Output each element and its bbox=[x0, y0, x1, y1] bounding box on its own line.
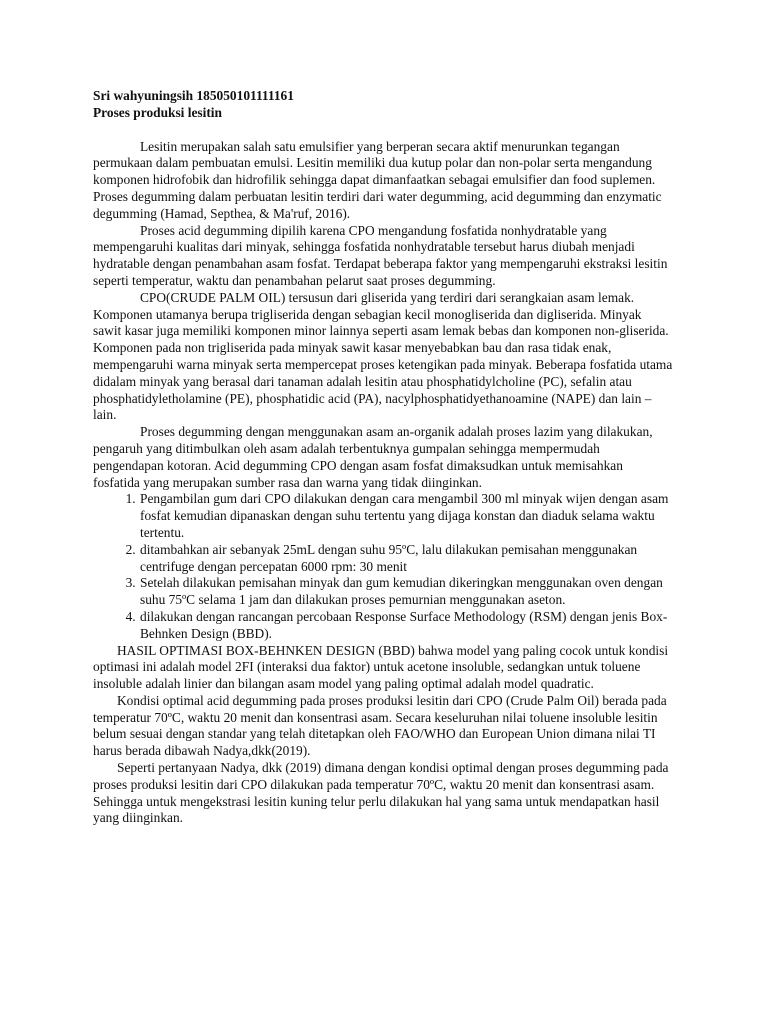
author-line: Sri wahyuningsih 185050101111161 bbox=[93, 88, 294, 103]
paragraph-degumming-process: Proses degumming dengan menggunakan asam an-organik adalah proses lazim yang dilakukan, pengaruh yang ditimbulkan oleh asam adalah terbentuknya gumpalan sehingga mempermudah pengendapan kotoran. Acid degumming CPO dengan asam fosfat dimaksudkan untuk memisahkan fosfatida yang merupakan sumber rasa dan warna yang tidak diinginkan. bbox=[93, 424, 653, 490]
paragraph-conclusion: Seperti pertanyaan Nadya, dkk (2019) dimana dengan kondisi optimal dengan proses degumming pada proses produksi lesitin dari CPO dilakukan pada temperatur 70ºC, waktu 20 menit dan konsentrasi asam. Sehingga untuk mengekstrasi lesitin kuning telur perlu dilakukan hal yang sama untuk mendapatkan hasil yang diinginkan. bbox=[93, 760, 669, 826]
paragraph-cpo: CPO(CRUDE PALM OIL) tersusun dari gliserida yang terdiri dari serangkaian asam lemak. Komponen utamanya berupa trigliserida dengan sebagian kecil monogliserida dan digliserida. Minyak sawit kasar juga memiliki komponen minor lainnya seperti asam lemak bebas dan komponen non-gliserida. Komponen pada non trigliserida pada minyak sawit kasar menyebabkan bau dan rasa tidak enak, mempengaruhi warna minyak serta mempercepat proses ketengikan pada minyak. Beberapa fosfatida utama didalam minyak yang berasal dari tanaman adalah lesitin atau phosphatidylcholine (PC), sefalin atau phosphatidyletholamine (PE), phosphatidic acid (PA), nacylphosphatidyethanoamine (NAPE) dan lain – lain. bbox=[93, 289, 673, 423]
document-title: Proses produksi lesitin bbox=[93, 104, 222, 120]
paragraph-bbd-result: HASIL OPTIMASI BOX-BEHNKEN DESIGN (BBD) bahwa model yang paling cocok untuk kondisi optimasi ini adalah model 2FI (interaksi dua faktor) untuk acetone insoluble, sedangkan untuk toluene insoluble adalah linier dan bilangan asam model yang paling optimal adalah model quadratic. bbox=[93, 642, 669, 692]
paragraph-intro: Lesitin merupakan salah satu emulsifier yang berperan secara aktif menurunkan tegangan permukaan dalam pembuatan emulsi. Lesitin memiliki dua kutup polar dan non-polar serta mengandung komponen hidrofobik dan hidrofilik sehingga dapat dimanfaatkan sebagai emulsifier dan food suplemen. Proses degumming dalam perbuatan lesitin terdiri dari water degumming, acid degumming dan enzymatic degumming (Hamad, Septhea, & Ma'ruf, 2016). bbox=[93, 138, 662, 221]
paragraph-optimal-condition: Kondisi optimal acid degumming pada proses produksi lesitin dari CPO (Crude Palm Oil) berada pada temperatur 70ºC, waktu 20 menit dan konsentrasi asam. Secara keseluruhan nilai toluene insoluble lesitin belum sesuai dengan standar yang telah ditetapkan oleh FAO/WHO dan European Union dimana nilai TI harus berada dibawah Nadya,dkk(2019). bbox=[93, 692, 667, 759]
procedure-list bbox=[93, 491, 673, 642]
procedure-step: 4. dilakukan dengan rancangan percobaan Response Surface Methodology (RSM) dengan jenis Box-Behnken Design (BBD). bbox=[139, 609, 673, 643]
procedure-step: 1. Pengambilan gum dari CPO dilakukan dengan cara mengambil 300 ml minyak wijen dengan asam fosfat kemudian dipanaskan dengan suhu tertentu yang dijaga konstan dan diaduk selama waktu tertentu. bbox=[139, 491, 673, 541]
paragraph-acid-degumming: Proses acid degumming dipilih karena CPO mengandung fosfatida nonhydratable yang mempengaruhi kualitas dari minyak, sehingga fosfatida nonhydratable tersebut harus diubah menjadi hydratable dengan penambahan asam fosfat. Terdapat beberapa faktor yang mempengaruhi ekstraksi lesitin seperti temperatur, waktu dan penambahan pelarut saat proses degumming. bbox=[93, 222, 668, 288]
procedure-step: 2. ditambahkan air sebanyak 25mL dengan suhu 95ºC, lalu dilakukan pemisahan menggunakan centrifuge dengan percepatan 6000 rpm: 30 menit bbox=[139, 542, 673, 576]
document-body bbox=[93, 88, 673, 827]
procedure-step: 3. Setelah dilakukan pemisahan minyak dan gum kemudian dikeringkan menggunakan oven dengan suhu 75ºC selama 1 jam dan dilakukan proses pemurnian menggunakan aseton. bbox=[139, 575, 673, 609]
spacer bbox=[93, 122, 673, 139]
